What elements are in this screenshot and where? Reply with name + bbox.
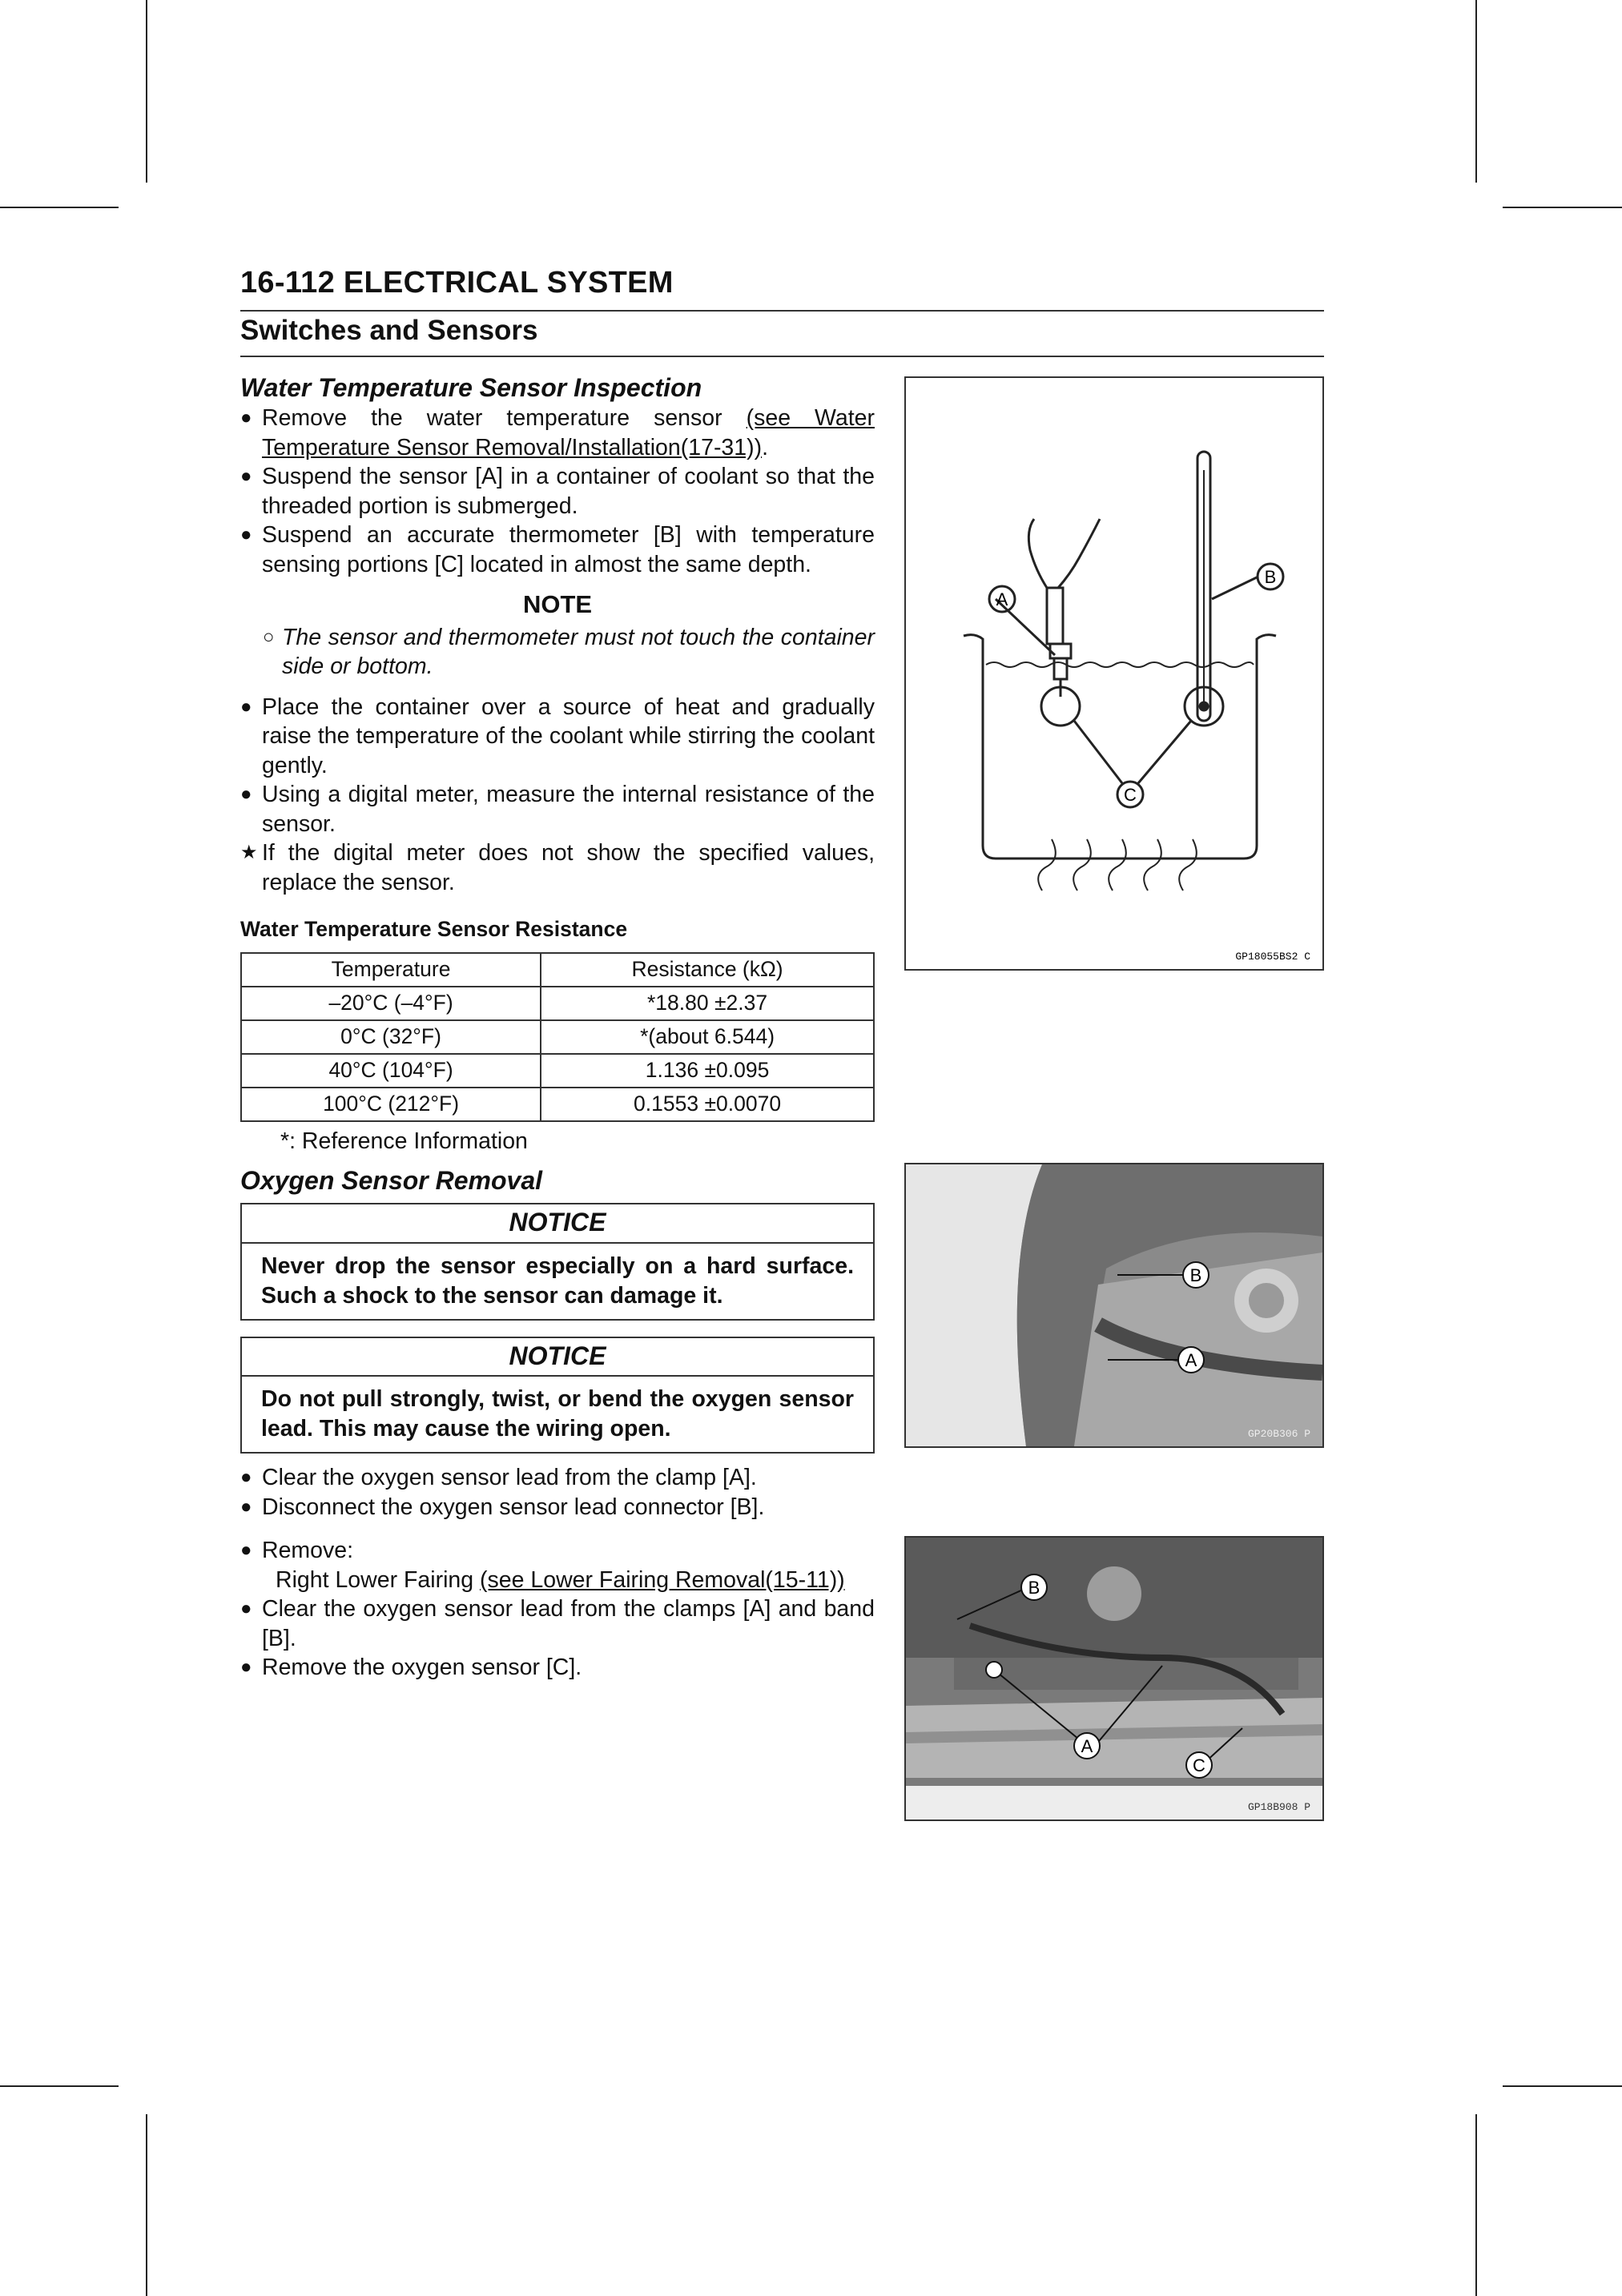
table-caption: Water Temperature Sensor Resistance	[240, 917, 628, 941]
table-cell: 100°C (212°F)	[241, 1088, 541, 1121]
figure-code: GP18B908 P	[1247, 1801, 1310, 1813]
notice-box	[240, 1203, 875, 1321]
list-subitem: Right Lower Fairing (see Lower Fairing Removal(15-11))	[276, 1566, 845, 1593]
photo-placeholder	[906, 1164, 1322, 1446]
crop-mark	[1475, 2114, 1477, 2296]
table-footnote: *: Reference Information	[280, 1128, 528, 1154]
crop-mark	[146, 0, 147, 183]
list-item: ● Suspend the sensor [A] in a container of coolant so that the threaded portion is submerged.	[240, 464, 875, 519]
bullet-icon: ●	[240, 1656, 252, 1678]
figure-code: GP18055BS2 C	[1235, 951, 1310, 963]
list-item: ● Place the container over a source of heat and gradually raise the temperature of the coolant while stirring the coolant gently.	[240, 694, 875, 778]
note-text: ○ The sensor and thermometer must not touch the container side or bottom.	[263, 624, 875, 679]
bullet-icon: ●	[240, 1539, 252, 1561]
notice-heading: NOTICE	[242, 1338, 873, 1377]
water-temp-body	[240, 404, 875, 1156]
list-item: ● Clear the oxygen sensor lead from the clamp [A].	[240, 1463, 875, 1493]
table-cell: 0°C (32°F)	[241, 1020, 541, 1054]
bullet-icon: ●	[240, 465, 252, 487]
page-title: 16-112 ELECTRICAL SYSTEM	[240, 266, 674, 300]
table-row	[241, 1054, 874, 1088]
note-heading: NOTE	[522, 590, 593, 618]
photo-placeholder	[906, 1538, 1322, 1820]
figure-oxygen-clamp-photo	[904, 1163, 1324, 1448]
table-cell: 1.136 ±0.095	[541, 1054, 874, 1088]
label-b: B	[1264, 567, 1277, 587]
table-cell: *18.80 ±2.37	[541, 987, 874, 1020]
list-item: ● Using a digital meter, measure the internal resistance of the sensor.	[240, 782, 875, 837]
section-title: Switches and Sensors	[240, 315, 538, 346]
crop-mark	[1503, 207, 1622, 208]
list-item: ★ If the digital meter does not show the specified values, replace the sensor.	[240, 840, 875, 895]
table-cell: *(about 6.544)	[541, 1020, 874, 1054]
list-item: ● Disconnect the oxygen sensor lead connector [B].	[240, 1493, 875, 1522]
table-row	[241, 1020, 874, 1054]
table-row	[241, 1088, 874, 1121]
water-temp-heading: Water Temperature Sensor Inspection	[240, 373, 702, 402]
table-header-cell: Resistance (kΩ)	[541, 953, 874, 987]
bullet-icon: ●	[240, 1598, 252, 1619]
list-item: ● Suspend an accurate thermometer [B] with temperature sensing portions [C] located in almost the same depth.	[240, 522, 875, 577]
oxygen-body	[240, 1195, 875, 1683]
list-item: ● Remove the water temperature sensor (see Water Temperature Sensor Removal/Installation(17-31)).	[240, 405, 875, 460]
table-header-cell: Temperature	[241, 953, 541, 987]
label-c: C	[1124, 785, 1137, 805]
crop-mark	[146, 2114, 147, 2296]
circle-bullet-icon: ○	[263, 625, 275, 648]
table-header-row	[241, 953, 874, 987]
notice-heading: NOTICE	[242, 1204, 873, 1244]
label-c: C	[1193, 1755, 1205, 1775]
bullet-icon: ●	[240, 695, 252, 718]
table-cell: 0.1553 ±0.0070	[541, 1088, 874, 1121]
crop-mark	[0, 207, 119, 208]
oxygen-heading: Oxygen Sensor Removal	[240, 1166, 543, 1195]
bullet-icon: ●	[240, 1466, 252, 1488]
link-lower-fairing-removal[interactable]: (see Lower Fairing Removal(15-11))	[480, 1566, 845, 1593]
crop-mark	[0, 2085, 119, 2087]
link-water-temp-removal[interactable]: (see Water Temperature Sensor Removal/Installation(17-31))	[262, 405, 875, 460]
table-row	[241, 987, 874, 1020]
resistance-table	[240, 952, 875, 1122]
label-b: B	[1028, 1578, 1040, 1598]
crop-mark	[1503, 2085, 1622, 2087]
label-b: B	[1189, 1265, 1202, 1285]
label-a: A	[996, 589, 1008, 609]
list-item: ● Remove:	[240, 1536, 875, 1566]
table-cell: 40°C (104°F)	[241, 1054, 541, 1088]
section-rule	[240, 356, 1324, 357]
bullet-icon: ●	[240, 783, 252, 805]
notice-box	[240, 1337, 875, 1454]
list-item: ● Remove the oxygen sensor [C].	[240, 1653, 875, 1683]
label-a: A	[1081, 1736, 1093, 1756]
table-cell: –20°C (–4°F)	[241, 987, 541, 1020]
figure-water-temp-test	[904, 376, 1324, 971]
label-a: A	[1185, 1350, 1197, 1370]
star-icon: ★	[240, 842, 258, 863]
figure-code: GP20B306 P	[1247, 1428, 1310, 1440]
bullet-icon: ●	[240, 524, 252, 545]
figure-oxygen-sensor-photo	[904, 1536, 1324, 1821]
bullet-icon: ●	[240, 1495, 252, 1518]
crop-mark	[1475, 0, 1477, 183]
notice-text: Do not pull strongly, twist, or bend the oxygen sensor lead. This may cause the wiring open.	[261, 1386, 854, 1442]
notice-text: Never drop the sensor especially on a hard surface. Such a shock to the sensor can damage it.	[261, 1253, 854, 1309]
list-item: ● Clear the oxygen sensor lead from the clamps [A] and band [B].	[240, 1596, 875, 1651]
bullet-icon: ●	[240, 407, 252, 428]
header-rule	[240, 310, 1324, 312]
sensor-test-diagram	[906, 378, 1322, 969]
